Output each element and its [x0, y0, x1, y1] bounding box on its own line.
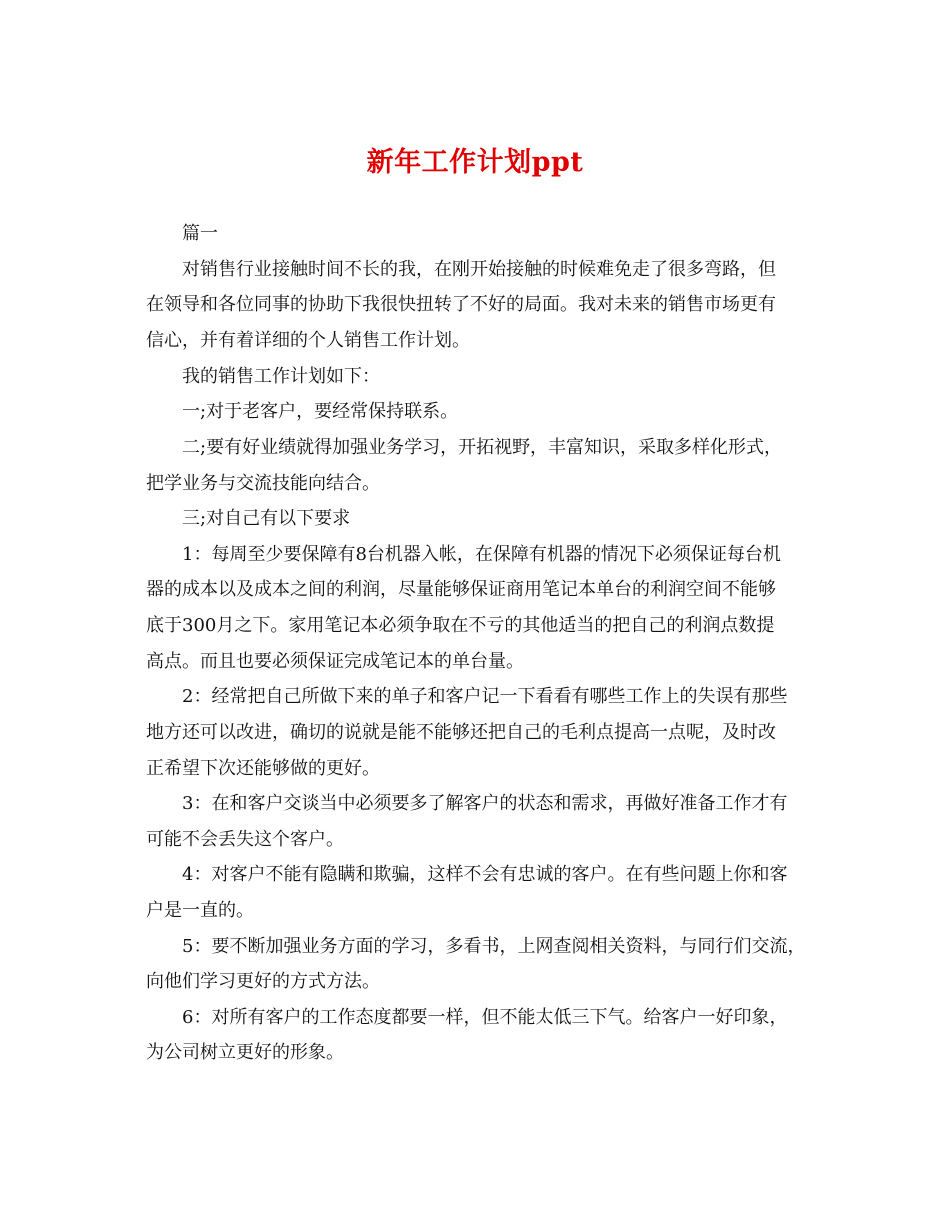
paragraph-line: 3：在和客户交谈当中必须要多了解客户的状态和需求，再做好准备工作才有	[182, 793, 788, 814]
section-heading: 篇一	[182, 223, 218, 244]
paragraph-line: 我的销售工作计划如下：	[182, 366, 380, 387]
paragraph-line: 三;对自己有以下要求	[182, 508, 351, 529]
paragraph-line: 可能不会丢失这个客户。	[146, 829, 344, 850]
paragraph-line: 器的成本以及成本之间的利润，尽量能够保证商用笔记本单台的利润空间不能够	[146, 579, 776, 600]
paragraph-line: 户是一直的。	[146, 900, 254, 921]
paragraph-line: 二;要有好业绩就得加强业务学习，开拓视野，丰富知识，采取多样化形式，	[182, 437, 783, 458]
paragraph-line: 把学业务与交流技能向结合。	[146, 473, 380, 494]
paragraph-line: 5：要不断加强业务方面的学习，多看书，上网查阅相关资料，与同行们交流，	[182, 936, 806, 957]
paragraph-line: 在领导和各位同事的协助下我很快扭转了不好的局面。我对未来的销售市场更有	[146, 294, 776, 315]
paragraph-line: 地方还可以改进，确切的说就是能不能够还把自己的毛利点提高一点呢，及时改	[146, 722, 776, 743]
paragraph-line: 对销售行业接触时间不长的我，在刚开始接触的时候难免走了很多弯路，但	[182, 259, 776, 280]
document-title: 新年工作计划ppt	[366, 147, 584, 178]
paragraph-line: 2：经常把自己所做下来的单子和客户记一下看看有哪些工作上的失误有那些	[182, 686, 788, 707]
paragraph-line: 正希望下次还能够做的更好。	[146, 758, 380, 779]
paragraph-line: 高点。而且也要必须保证完成笔记本的单台量。	[146, 651, 524, 672]
paragraph-line: 4：对客户不能有隐瞒和欺骗，这样不会有忠诚的客户。在有些问题上你和客	[182, 864, 788, 885]
paragraph-line: 一;对于老客户，要经常保持联系。	[182, 401, 459, 422]
paragraph-line: 信心，并有着详细的个人销售工作计划。	[146, 330, 470, 351]
paragraph-line: 1：每周至少要保障有8台机器入帐，在保障有机器的情况下必须保证每台机	[182, 544, 781, 565]
paragraph-line: 底于300月之下。家用笔记本必须争取在不亏的其他适当的把自己的利润点数提	[146, 615, 775, 636]
paragraph-line: 为公司树立更好的形象。	[146, 1042, 344, 1063]
paragraph-line: 向他们学习更好的方式方法。	[146, 971, 380, 992]
paragraph-line: 6：对所有客户的工作态度都要一样，但不能太低三下气。给客户一好印象，	[182, 1007, 788, 1028]
